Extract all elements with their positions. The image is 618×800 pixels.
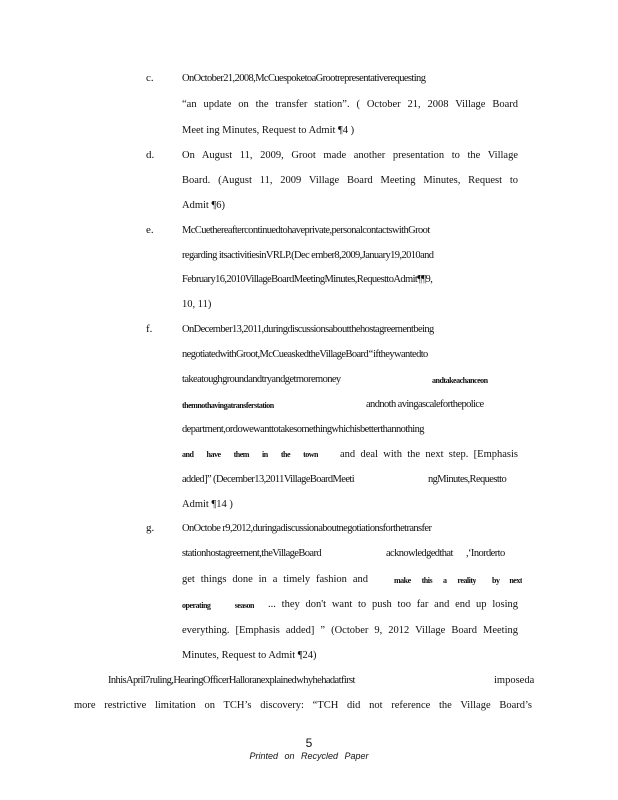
item-f-line-3: takeatoughgroundandtryandgetmoremoney xyxy=(182,374,341,385)
item-label-d: d. xyxy=(146,149,155,161)
item-g-emphasis-3: operating season xyxy=(182,601,254,610)
item-f-line-4: andnoth avingascaleforthepolice xyxy=(366,399,484,410)
body-line-1-start: InhisApril7ruling,HearingOfficerHalloranexplainedwhyhehadatfirst xyxy=(108,675,355,686)
item-g-line-8: Minutes, Request to Admit ¶24) xyxy=(182,650,317,661)
item-f-line-5: department,ordowewanttotakesomethingwhichisbetterthannothing xyxy=(182,424,424,435)
item-f-line-1: OnDecember13,2011,duringdiscussionsaboutthehostagreementbeing xyxy=(182,324,434,335)
item-g-line-3: acknowledgedthat xyxy=(386,548,453,559)
item-f-line-7: added]” (December13,2011VillageBoardMeeti xyxy=(182,474,355,485)
body-line-2: more restrictive limitation on TCH’s discovery: “TCH did not reference the Village Board’s xyxy=(74,700,532,711)
item-d-line-1: On August 11, 2009, Groot made another presentation to the Village xyxy=(182,150,518,161)
item-e-line-3: February16,2010VillageBoardMeetingMinutes,RequesttoAdmit¶¶9, xyxy=(182,274,433,285)
item-g-emphasis-2: by next xyxy=(492,576,522,585)
item-g-line-5: get things done in a timely fashion and xyxy=(182,574,368,585)
item-g-line-2: stationhostagreement,theVillageBoard xyxy=(182,548,322,559)
item-f-line-2: negotiatedwithGroot,McCueaskedtheVillageBoard‘‘iftheywantedto xyxy=(182,349,428,360)
item-c-line-1: OnOctober21,2008,McCuespoketoaGrootrepresentativerequesting xyxy=(182,73,426,84)
item-label-f: f. xyxy=(146,323,153,335)
item-g-line-4: ,‘Inorderto xyxy=(466,548,505,559)
item-g-line-7: everything. [Emphasis added] ” (October 9, 2012 Village Board Meeting xyxy=(182,625,518,636)
item-label-c: c. xyxy=(146,72,154,84)
item-f-line-6: and deal with the next step. [Emphasis xyxy=(340,449,518,460)
item-e-line-4: 10, 11) xyxy=(182,299,212,310)
item-g-line-6: ... they don't want to push too far and end up losing xyxy=(268,599,518,610)
page-number: 5 xyxy=(305,736,313,750)
item-f-emphasis-2: themnothavingatransferstation xyxy=(182,401,274,410)
item-f-line-9: Admit ¶14 ) xyxy=(182,499,233,510)
item-f-line-8: ngMinutes,Requestto xyxy=(428,474,507,485)
item-f-emphasis-3: and have them in the town xyxy=(182,450,318,459)
item-f-emphasis-1: andtakeachanceon xyxy=(432,376,488,385)
item-e-line-2: regarding itsactivitiesinVRLP.(Dec ember8,2009,January19,2010and xyxy=(182,250,434,261)
recycled-paper-note: Printed on Recycled Paper xyxy=(249,751,369,761)
item-g-emphasis-1: make this a reality xyxy=(394,576,476,585)
item-label-e: e. xyxy=(146,224,154,236)
item-c-line-3: Meet ing Minutes, Request to Admit ¶4 ) xyxy=(182,125,355,136)
item-e-line-1: McCuethereaftercontinuedtohaveprivate,personalcontactswithGroot xyxy=(182,225,430,236)
item-label-g: g. xyxy=(146,522,155,534)
body-line-1-end: imposeda xyxy=(494,675,534,686)
item-g-line-1: OnOctobe r9,2012,duringadiscussionaboutnegotiationsforthetransfer xyxy=(182,523,432,534)
item-d-line-3: Admit ¶6) xyxy=(182,200,225,211)
item-d-line-2: Board. (August 11, 2009 Village Board Meeting Minutes, Request to xyxy=(182,175,518,186)
item-c-line-2: “an update on the transfer station”. ( October 21, 2008 Village Board xyxy=(182,99,518,110)
